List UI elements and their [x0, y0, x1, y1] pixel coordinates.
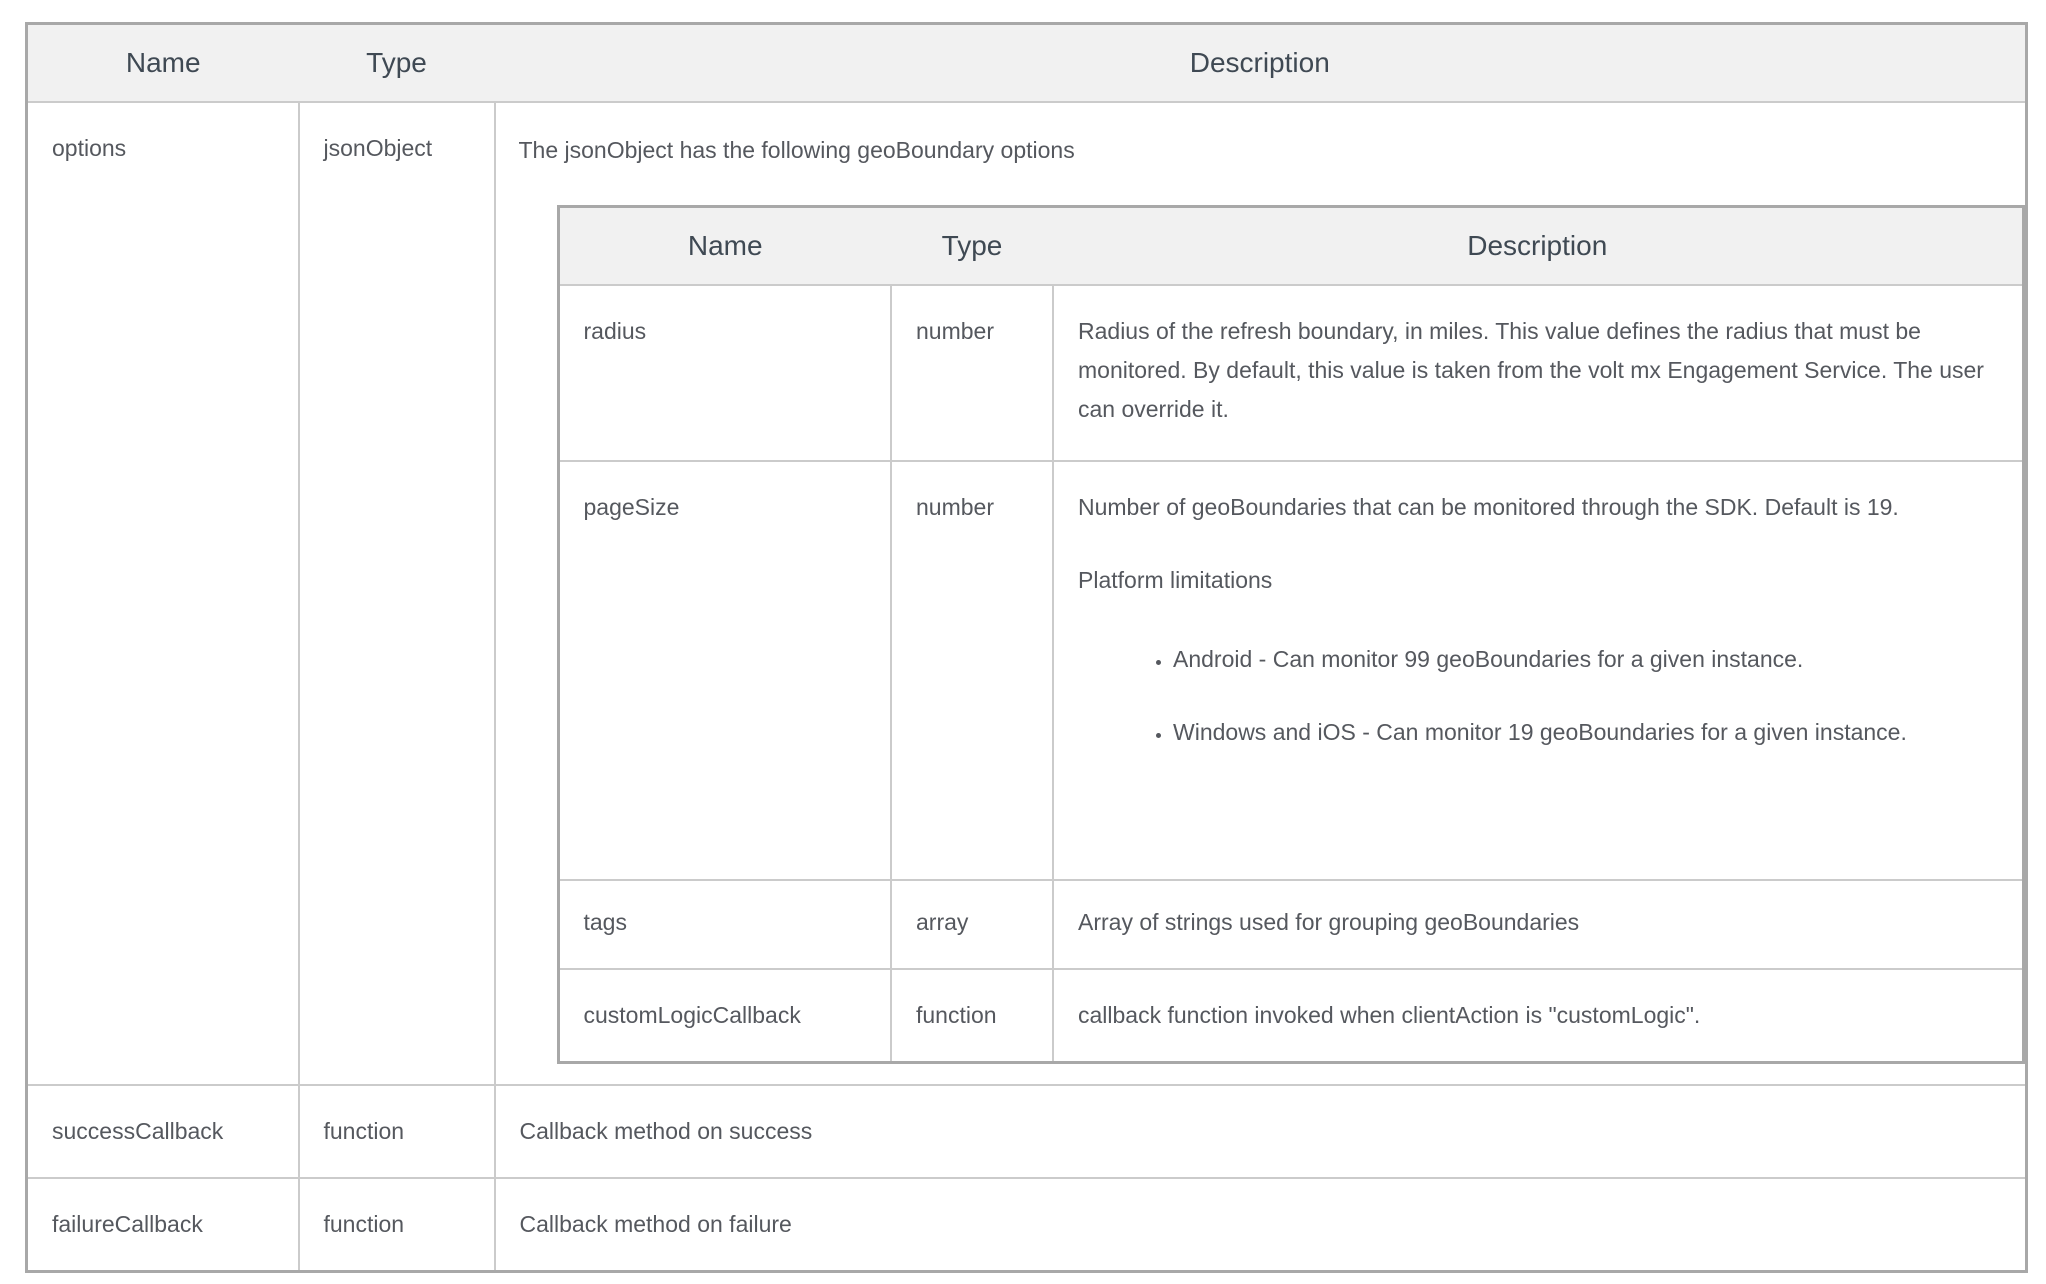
param-type-successcallback: function: [299, 1085, 495, 1178]
param-description-tags: [1053, 880, 2023, 969]
param-type-failurecallback: function: [299, 1178, 495, 1272]
table-row-options: [27, 102, 2027, 1086]
param-type-customlogiccallback: function: [891, 969, 1053, 1063]
table-row-customlogiccallback: [558, 969, 2023, 1063]
param-name-radius: radius: [558, 285, 891, 461]
geoboundary-table-header-row: [558, 206, 2023, 285]
column-header-name: Name: [27, 24, 299, 102]
table-row-successcallback: [27, 1085, 2027, 1178]
param-name-tags: tags: [558, 880, 891, 969]
inner-column-header-description: Description: [1053, 206, 2023, 285]
list-item-android: • Android - Can monitor 99 geoBoundaries for a given instance.: [1173, 640, 1998, 679]
inner-column-header-name: Name: [558, 206, 891, 285]
inner-column-header-type: Type: [891, 206, 1053, 285]
options-intro-text: The jsonObject has the following geoBoundary options: [518, 136, 1075, 163]
tags-description-text: Array of strings used for grouping geoBoundaries: [1078, 909, 1580, 935]
table-row-pagesize: [558, 461, 2023, 880]
pagesize-description-text: Number of geoBoundaries that can be monitored through the SDK. Default is 19.: [1078, 494, 1899, 520]
param-name-failurecallback: failureCallback: [27, 1178, 299, 1272]
parameters-table: [25, 22, 2028, 1273]
param-description-successcallback: Callback method on success: [495, 1085, 2027, 1178]
param-type-pagesize: number: [891, 461, 1053, 880]
param-name-successcallback: successCallback: [27, 1085, 299, 1178]
column-header-description: Description: [495, 24, 2027, 102]
list-item-windows-ios: • Windows and iOS - Can monitor 19 geoBoundaries for a given instance.: [1173, 713, 1998, 752]
param-type-radius: number: [891, 285, 1053, 461]
customlogiccallback-description-text: callback function invoked when clientAction is "customLogic".: [1078, 1002, 1701, 1028]
geoboundary-options-table: [557, 205, 2025, 1065]
radius-description-text: Radius of the refresh boundary, in miles. This value defines the radius that must be monitored. By default, this value is taken from the volt mx Engagement Service. The user can override it.: [1078, 318, 1984, 422]
table-row-radius: [558, 285, 2023, 461]
param-name-options: options: [27, 102, 299, 1086]
param-description-radius: [1053, 285, 2023, 461]
platform-limitations-label: Platform limitations: [1078, 567, 1273, 593]
param-name-pagesize: pageSize: [558, 461, 891, 880]
param-type-options: jsonObject: [299, 102, 495, 1086]
param-name-customlogiccallback: customLogicCallback: [558, 969, 891, 1063]
param-description-options: [495, 102, 2027, 1086]
param-description-failurecallback: Callback method on failure: [495, 1178, 2027, 1272]
parameters-table-header-row: [27, 24, 2027, 102]
param-description-customlogiccallback: [1053, 969, 2023, 1063]
param-description-pagesize: [1053, 461, 2023, 880]
platform-limitations-list: [1078, 640, 1998, 752]
param-type-tags: array: [891, 880, 1053, 969]
column-header-type: Type: [299, 24, 495, 102]
table-row-tags: [558, 880, 2023, 969]
table-row-failurecallback: [27, 1178, 2027, 1272]
